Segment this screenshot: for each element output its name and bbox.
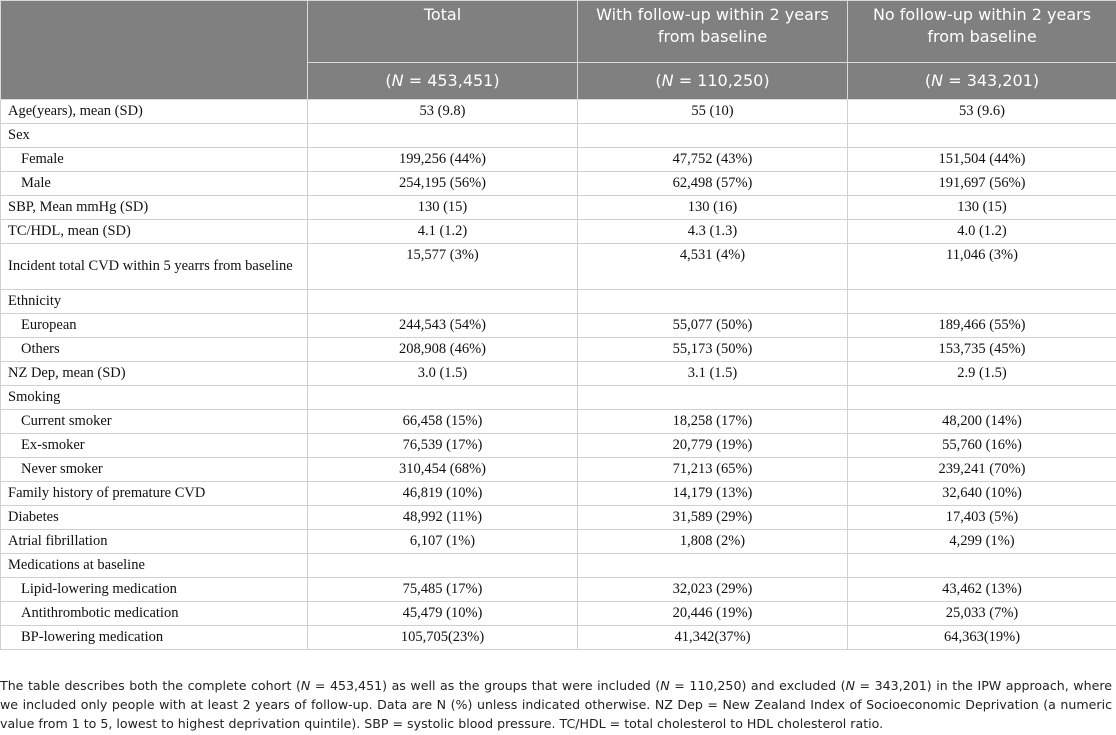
no-follow-up-cell: 55,760 (16%) bbox=[848, 434, 1116, 458]
table-row bbox=[1, 172, 1116, 196]
with-follow-up-cell: 4,531 (4%) bbox=[578, 244, 848, 290]
no-follow-up-cell: 48,200 (14%) bbox=[848, 410, 1116, 434]
total-cell: 15,577 (3%) bbox=[308, 244, 578, 290]
table-row bbox=[1, 506, 1116, 530]
header-row-titles bbox=[1, 1, 1116, 63]
no-follow-up-cell: 4.0 (1.2) bbox=[848, 220, 1116, 244]
row-label: Current smoker bbox=[1, 410, 308, 434]
table-row bbox=[1, 124, 1116, 148]
row-label: TC/HDL, mean (SD) bbox=[1, 220, 308, 244]
total-cell: 105,705(23%) bbox=[308, 626, 578, 650]
with-follow-up-cell bbox=[578, 124, 848, 148]
with-follow-up-cell: 4.3 (1.3) bbox=[578, 220, 848, 244]
total-cell: 130 (15) bbox=[308, 196, 578, 220]
total-cell: 66,458 (15%) bbox=[308, 410, 578, 434]
header-blank-cell bbox=[1, 1, 308, 100]
total-cell: 6,107 (1%) bbox=[308, 530, 578, 554]
total-cell: 244,543 (54%) bbox=[308, 314, 578, 338]
total-cell bbox=[308, 290, 578, 314]
no-follow-up-cell bbox=[848, 386, 1116, 410]
row-label: Diabetes bbox=[1, 506, 308, 530]
with-follow-up-cell bbox=[578, 386, 848, 410]
header-no-follow-up: No follow-up within 2 years from baseline bbox=[848, 1, 1116, 63]
row-label: Smoking bbox=[1, 386, 308, 410]
with-follow-up-cell bbox=[578, 554, 848, 578]
no-follow-up-cell: 151,504 (44%) bbox=[848, 148, 1116, 172]
table-row bbox=[1, 220, 1116, 244]
table-row bbox=[1, 362, 1116, 386]
no-follow-up-cell: 32,640 (10%) bbox=[848, 482, 1116, 506]
total-cell: 199,256 (44%) bbox=[308, 148, 578, 172]
with-follow-up-cell: 3.1 (1.5) bbox=[578, 362, 848, 386]
no-follow-up-cell bbox=[848, 124, 1116, 148]
row-label: Never smoker bbox=[1, 458, 308, 482]
with-follow-up-cell: 18,258 (17%) bbox=[578, 410, 848, 434]
total-cell: 53 (9.8) bbox=[308, 100, 578, 124]
table-row bbox=[1, 100, 1116, 124]
table-row bbox=[1, 338, 1116, 362]
row-label: Sex bbox=[1, 124, 308, 148]
header-with-follow-up-n: (N = 110,250) bbox=[578, 63, 848, 100]
row-label: European bbox=[1, 314, 308, 338]
total-cell: 4.1 (1.2) bbox=[308, 220, 578, 244]
row-label: Male bbox=[1, 172, 308, 196]
total-cell: 45,479 (10%) bbox=[308, 602, 578, 626]
table-row bbox=[1, 530, 1116, 554]
row-label: Medications at baseline bbox=[1, 554, 308, 578]
with-follow-up-cell: 1,808 (2%) bbox=[578, 530, 848, 554]
no-follow-up-cell bbox=[848, 554, 1116, 578]
with-follow-up-cell: 20,446 (19%) bbox=[578, 602, 848, 626]
table-row bbox=[1, 314, 1116, 338]
total-cell: 208,908 (46%) bbox=[308, 338, 578, 362]
total-cell: 75,485 (17%) bbox=[308, 578, 578, 602]
no-follow-up-cell: 17,403 (5%) bbox=[848, 506, 1116, 530]
total-cell bbox=[308, 554, 578, 578]
total-cell: 46,819 (10%) bbox=[308, 482, 578, 506]
table-row bbox=[1, 434, 1116, 458]
with-follow-up-cell: 14,179 (13%) bbox=[578, 482, 848, 506]
row-label: Antithrombotic medication bbox=[1, 602, 308, 626]
no-follow-up-cell: 2.9 (1.5) bbox=[848, 362, 1116, 386]
header-total: Total bbox=[308, 1, 578, 63]
total-cell: 310,454 (68%) bbox=[308, 458, 578, 482]
no-follow-up-cell: 153,735 (45%) bbox=[848, 338, 1116, 362]
row-label: Ethnicity bbox=[1, 290, 308, 314]
header-no-follow-up-n: (N = 343,201) bbox=[848, 63, 1116, 100]
row-label: Age(years), mean (SD) bbox=[1, 100, 308, 124]
row-label: Atrial fibrillation bbox=[1, 530, 308, 554]
no-follow-up-cell: 4,299 (1%) bbox=[848, 530, 1116, 554]
total-cell: 76,539 (17%) bbox=[308, 434, 578, 458]
table-header bbox=[1, 1, 1116, 100]
total-cell bbox=[308, 124, 578, 148]
row-label: Family history of premature CVD bbox=[1, 482, 308, 506]
row-label: Lipid-lowering medication bbox=[1, 578, 308, 602]
table-row bbox=[1, 244, 1116, 290]
row-label: Ex-smoker bbox=[1, 434, 308, 458]
with-follow-up-cell: 55 (10) bbox=[578, 100, 848, 124]
table-row bbox=[1, 626, 1116, 650]
row-label: BP-lowering medication bbox=[1, 626, 308, 650]
row-label: Incident total CVD within 5 yearrs from baseline bbox=[1, 244, 308, 290]
total-cell: 254,195 (56%) bbox=[308, 172, 578, 196]
no-follow-up-cell: 53 (9.6) bbox=[848, 100, 1116, 124]
total-cell: 48,992 (11%) bbox=[308, 506, 578, 530]
no-follow-up-cell: 43,462 (13%) bbox=[848, 578, 1116, 602]
table-row bbox=[1, 482, 1116, 506]
total-cell bbox=[308, 386, 578, 410]
table-body bbox=[1, 100, 1116, 650]
with-follow-up-cell: 47,752 (43%) bbox=[578, 148, 848, 172]
header-total-n: (N = 453,451) bbox=[308, 63, 578, 100]
no-follow-up-cell: 130 (15) bbox=[848, 196, 1116, 220]
table-row bbox=[1, 410, 1116, 434]
with-follow-up-cell: 31,589 (29%) bbox=[578, 506, 848, 530]
table-row bbox=[1, 578, 1116, 602]
no-follow-up-cell: 189,466 (55%) bbox=[848, 314, 1116, 338]
row-label: Others bbox=[1, 338, 308, 362]
header-with-follow-up: With follow-up within 2 years from baseline bbox=[578, 1, 848, 63]
with-follow-up-cell: 20,779 (19%) bbox=[578, 434, 848, 458]
no-follow-up-cell: 11,046 (3%) bbox=[848, 244, 1116, 290]
with-follow-up-cell: 71,213 (65%) bbox=[578, 458, 848, 482]
no-follow-up-cell: 191,697 (56%) bbox=[848, 172, 1116, 196]
row-label: SBP, Mean mmHg (SD) bbox=[1, 196, 308, 220]
table-row bbox=[1, 554, 1116, 578]
table-row bbox=[1, 386, 1116, 410]
total-cell: 3.0 (1.5) bbox=[308, 362, 578, 386]
table-row bbox=[1, 148, 1116, 172]
with-follow-up-cell: 55,077 (50%) bbox=[578, 314, 848, 338]
row-label: NZ Dep, mean (SD) bbox=[1, 362, 308, 386]
table-footnote: The table describes both the complete cohort (N = 453,451) as well as the groups that were included (N = 110,250) and excluded (N = 343,201) in the IPW approach, where we included only people with at least 2 years of follow-up. Data are N (%) unless indicated otherwise. NZ Dep = New Zealand Index of Socioeconomic Deprivation (a numeric value from 1 to 5, lowest to highest deprivation quintile). SBP = systolic blood pressure. TC/HDL = total cholesterol to HDL cholesterol ratio. bbox=[0, 678, 1112, 731]
table-row bbox=[1, 196, 1116, 220]
with-follow-up-cell: 41,342(37%) bbox=[578, 626, 848, 650]
with-follow-up-cell: 130 (16) bbox=[578, 196, 848, 220]
no-follow-up-cell: 64,363(19%) bbox=[848, 626, 1116, 650]
no-follow-up-cell: 239,241 (70%) bbox=[848, 458, 1116, 482]
with-follow-up-cell: 62,498 (57%) bbox=[578, 172, 848, 196]
with-follow-up-cell: 32,023 (29%) bbox=[578, 578, 848, 602]
with-follow-up-cell bbox=[578, 290, 848, 314]
table-row bbox=[1, 290, 1116, 314]
table-row bbox=[1, 458, 1116, 482]
no-follow-up-cell bbox=[848, 290, 1116, 314]
no-follow-up-cell: 25,033 (7%) bbox=[848, 602, 1116, 626]
with-follow-up-cell: 55,173 (50%) bbox=[578, 338, 848, 362]
row-label: Female bbox=[1, 148, 308, 172]
table-row bbox=[1, 602, 1116, 626]
